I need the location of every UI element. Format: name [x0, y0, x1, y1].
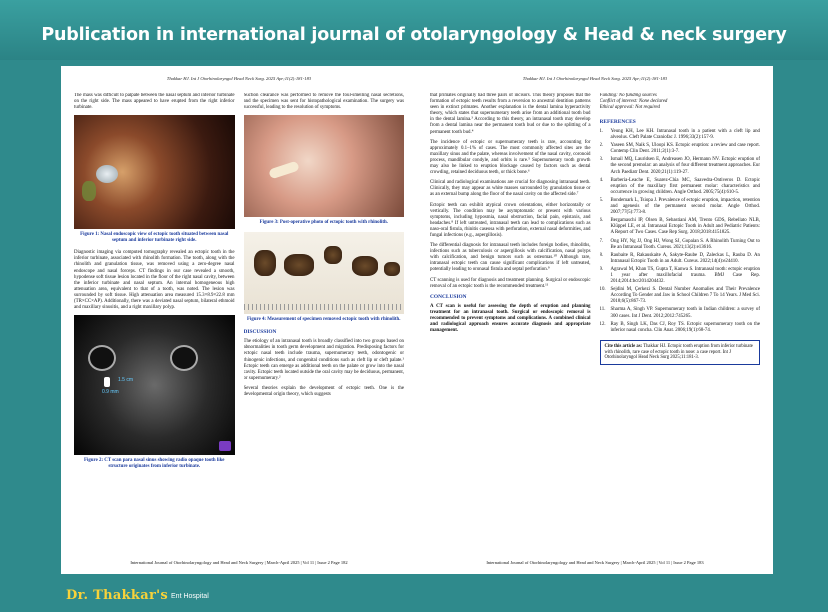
- cite-label: Cite this article as:: [604, 343, 643, 349]
- paragraph: The etiology of an intranasal tooth is broadly classified into two groups based on abnormalities in tooth germ development and migration. Predisposing factors for ectopic nasal teeth include trauma, supernumerary teeth, odontogenic or rhinogenic infections, and congenital conditions such as cleft lip or cleft palate.¹ Ectopic teeth can emerge as additional teeth on the palate or grow into the nasal cavity. Ectopic teeth located outside the oral cavity may be deciduous, permanent, or supernumerary.²: [243, 339, 404, 381]
- running-head: Thakkar HJ. Int J Otorhinolaryngol Head Neck Surg. 2025 Apr;11(2):181-183: [522, 76, 668, 81]
- conflict-line: Conflict of interest: None declared: [599, 99, 668, 104]
- right-page-col2: [600, 93, 761, 551]
- paragraph: that primates originally had three pairs of incisors. This theory proposes that the formation of ectopic teeth results from a reversion to ancestral dentition patterns seen in extinct primates. Another explanation is the dental lamina hyperactivity theory, which states that supernumerary teeth arise from an additional tooth bud in the dental lamina.³ According to this theory, an intranasal tooth may develop from a dental lamina near the permanent tooth bud or due to the splitting of a permanent tooth bud.⁴: [430, 93, 591, 135]
- right-page-col1: [430, 93, 591, 551]
- references-heading: REFERENCES: [599, 119, 636, 125]
- funding-line: Funding: No funding sources: [599, 93, 657, 98]
- banner: [0, 0, 828, 60]
- ct-measure-label: 1.5 cm: [118, 377, 134, 384]
- bottom-bar: [0, 578, 828, 612]
- figure-3-postop-image: [244, 115, 405, 217]
- paragraph: Clinical and radiological examinations are crucial for diagnosing intranasal teeth. Clinically, they may appear as white masses surrounded by granulation tissue or as an external bump along the floor of the nasal cavity on the affected side.⁷: [430, 180, 591, 198]
- reference-item: 5. Bondemark L, Tsiopa J. Prevalence of ectopic eruption, impaction, retention and agenesis of the permanent second molar. Angle Orthod. 2007;77(5):773-8.: [599, 197, 760, 216]
- figure-1-endoscopy-image: [74, 115, 235, 229]
- ethical-line: Ethical approval: Not required: [599, 105, 660, 110]
- figure-2-caption: Figure 2: CT scan para nasal sinus showing radio opaque tooth like structure originates from inferior turbinate.: [84, 458, 225, 470]
- hospital-brand: Dr. Thakkar's: [66, 587, 169, 603]
- conclusion-heading: CONCLUSION: [430, 293, 467, 300]
- paragraph: CT scanning is used for diagnosis and treatment planning. Surgical or endoscopic removal of an ectopic tooth is the recommended treatment.¹¹: [430, 277, 591, 289]
- reference-item: 8. Raubaite R, Rakauskaite A, Sakyte-Raube D, Zaleckas L, Rauba D. An Intranasal Ectopic Tooth in an Adult. Cureus. 2022;14(4):e24410.: [599, 252, 760, 264]
- banner-title: Publication in international journal of otolaryngology & Head & neck surgery: [41, 25, 787, 45]
- paragraph: The mass was difficult to palpate between the nasal septum and inferior turbinate on the right side. The mass appeared to have erupted from the right inferior turbinate.: [74, 93, 235, 111]
- reference-item: 1. Yeung KH, Lee KH. Intranasal tooth in a patient with a cleft lip and alveolus. Cleft Palate Craniofac J. 1996;33(2):157-9.: [599, 129, 760, 141]
- page-footer: International Journal of Otorhinolaryngology and Head and Neck Surgery | March-April 2025 | Vol 11 | Issue 2 Page 182: [130, 560, 348, 565]
- figure-4-specimen-image: [244, 232, 405, 314]
- reference-item: 3. Ismail MQ, Lauridsen E, Andreasen JO, Hermann NV. Ectopic eruption of the second premolar: an analysis of four different treatment approaches. Eur Arch Paediatr Dent. 2020;21(1):119-27.: [599, 157, 760, 175]
- ct-logo-icon: [219, 441, 231, 451]
- reference-item: 10. Sejdini M, Çerkezi S. Dental Number Anomalies and Their Prevalence According To Gender and Jaw in School Children 7 To 14 Years. J Med Sci. 2018;6(5):867-73.: [599, 287, 760, 305]
- paragraph: Ectopic teeth can exhibit atypical crown orientations, either horizontally or vertically. The condition may be asymptomatic or present with various symptoms, including hyposmia, nasal obstruction, facial pain, epistaxis, and headaches.⁸ If left untreated, intranasal teeth can lead to complications such as naso-oral fistula, rhinitis caseosa with perforation, external nasal deformities, and fungal infections (e.g., aspergillosis).: [430, 202, 591, 238]
- paragraph: Diagnostic imaging via computed tomography revealed an ectopic tooth in the inferior turbinate, associated with rhinolith formation. The tooth, along with the rhinolith and granulation tissue, was removed using a zero-degree nasal endoscope and nasal forceps. CT findings in our case revealed a smooth, hypodense soft tissue lesion located in the floor of the right nasal cavity, between the inferior turbinate and nasal septum. An internal homogeneous high attenuation area, equivalent to that of a tooth, was noted. The lesion was surrounded by soft tissue. High attenuation area measured 15.3×8.9×22.8 mm (TR×CC×AP). Additionally, there was a deviated nasal septum, bilateral ethmoid and maxillary sinusitis, and a right maxillary polyp.: [74, 250, 235, 311]
- reference-list: [600, 129, 761, 334]
- running-head: Thakkar HJ. Int J Otorhinolaryngol Head Neck Surg. 2025 Apr;11(2):181-183: [166, 76, 312, 81]
- hospital-brand-suffix: Ent Hospital: [171, 593, 209, 600]
- reference-item: 7. Ong HY, Ng JJ, Ong HJ, Wong SJ, Gopalan S. A Rhinolith Turning Out to Be an Intranasal Tooth. Cureus. 2021;13(2):e13616.: [599, 238, 760, 250]
- figure-1-caption: Figure 1: Nasal endoscopic view of ectopic tooth situated between nasal septum and inferior turbinate right side.: [80, 232, 229, 244]
- reference-item: 4. Barberia-Leache E, Suarez-Clúa MC, Saavedra-Ontiveros D. Ectopic eruption of the maxillary first permanent molar: characteristics and occurrence in growing children. Angle Orthod. 2005;75(4):610-5.: [599, 177, 760, 195]
- page-footer: International Journal of Otorhinolaryngology and Head and Neck Surgery | March-April 2025 | Vol 11 | Issue 2 Page 183: [486, 560, 704, 565]
- left-page-col1: [74, 93, 235, 551]
- reference-item: 9. Agrawal M, Khan TS, Gupta T, Kanwa S. Intranasal tooth: ectopic eruption 1 year after maxillofacial trauma. BMJ Case Rep. 2014;2014:bcr2014204432.: [599, 266, 760, 285]
- paragraph: Several theories explain the development of ectopic teeth. One is the developmental origin theory, which suggests: [243, 385, 404, 398]
- paragraph: Suction clearance was performed to remove the foul-smelling nasal secretions, and the specimen was sent for histopathological examination. The surgery was successful, leading to the resolution of symptoms.: [243, 93, 404, 111]
- right-page: [417, 66, 773, 574]
- paragraph: The incidence of ectopic or supernumerary teeth is rare, accounting for approximately 0.1–1% of cases. The most commonly affected sites are the maxillary sinus and the palate, whereas involvement of the nasal cavity, coronoid process, mandibular condyle, and orbits is rare.⁵ Supernumerary tooth growth may also be linked to eruption blockage caused by factors such as dental crowding, retained deciduous teeth, or thick bone.⁶: [430, 139, 591, 176]
- paragraph: The differential diagnosis for intranasal teeth includes foreign bodies, rhinoliths, infections such as tuberculosis or aspergillosis with calcification, nasal polyps with calcification, and benign tumors such as osteomas.¹⁰ Although rare, intranasal ectopic teeth can cause significant complications if left untreated, potentially leading to oronasal fistula and septal perforation.⁹: [430, 243, 591, 273]
- paragraph: A CT scan is useful for assessing the depth of eruption and planning treatment for an intranasal tooth. Surgical or endoscopic removal is recommended to prevent symptoms and complications. A combined clinical and radiological approach ensures accurate diagnosis and appropriate management.: [430, 303, 591, 334]
- figure-2-ct-image: [74, 315, 235, 455]
- reference-item: 6. Bergamaschi IP, Olsen B, Sebastiani AM, Trento GDS, Rebellato NLB, Klüppel LE, et al. Intranasal Ectopic Tooth in Adult and Pediatric Patients: A Report of Two Cases. Case Rep Surg. 2018;2018:4151825.: [599, 218, 760, 236]
- reference-item: 2. Yaseen SM, Naik S, Uloopi KS. Ectopic eruption: a review and case report. Contemp Clin Dent. 2011;2(1):3-7.: [599, 143, 760, 155]
- reference-item: 12. Ray B, Singh LK, Das CJ, Roy TS. Ectopic supernumerary tooth on the inferior nasal concha. Clin Anat. 2006;19(1):68-74.: [599, 321, 760, 333]
- reference-item: 11. Sharma A, Singh VP. Supernumerary tooth in Indian children: a survey of 300 cases. Int J Dent. 2012;2012:745265.: [599, 307, 760, 319]
- figure-4-caption: Figure 4: Measurement of specimen removed ectopic tooth with rhinolith.: [247, 317, 401, 323]
- left-page: [61, 66, 417, 574]
- left-page-col2: [244, 93, 405, 551]
- figure-3-caption: Figure 3: Post-operative photo of ectopic tooth with rhinolith.: [259, 220, 388, 226]
- cite-box: [600, 340, 761, 365]
- cite-text: Thakkar HJ. Ectopic tooth eruption from inferior turbinate with rhinolith, rare case of ectopic tooth in nose: a case report. Int J Otorhinolaryngol Head Neck Surg 2025;11:181-3.: [604, 343, 753, 361]
- discussion-heading: DISCUSSION: [243, 329, 277, 336]
- ct-measure-label: 0.9 mm: [102, 389, 119, 396]
